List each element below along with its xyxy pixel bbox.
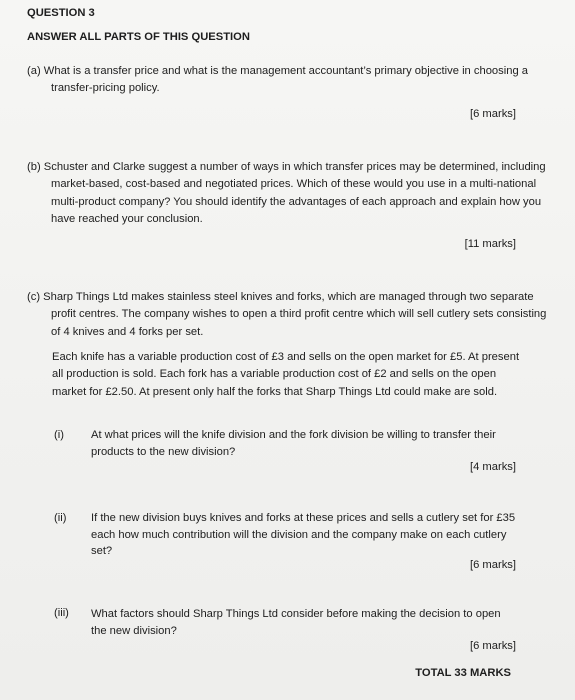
sub-iii-marks: [6 marks] (469, 640, 516, 652)
sub-iii-numeral: (iii) (54, 607, 69, 619)
part-a-marks: [6 marks] (469, 108, 516, 120)
part-b-marks: [11 marks] (464, 238, 516, 250)
sub-ii-numeral: (ii) (54, 512, 67, 524)
part-c-intro: (c) Sharp Things Ltd makes stainless steel knives and forks, which are managed through two separate profit centres. The company wishes to open a third profit centre which will sell cutlery sets consisting of 4 knives and 4 forks per set. (27, 291, 547, 338)
sub-i-numeral: (i) (54, 429, 64, 441)
part-c-details: Each knife has a variable production cost of £3 and sells on the open market for £5. At present all production is sold. Each fork has a variable production cost of £2 and sells on the open market for £2.50. At present only half the forks that Sharp Things Ltd could make are sold. (52, 351, 520, 398)
sub-iii-text: What factors should Sharp Things Ltd consider before making the decision to open the new division? (91, 608, 501, 637)
part-a-text: (a) What is a transfer price and what is the management accountant’s primary objective in choosing a transfer-pricing policy. (27, 65, 528, 95)
sub-ii-text: If the new division buys knives and forks at these prices and sells a cutlery set for £35 each how much contribution will the division and the company make on each cutlery set? (91, 512, 516, 557)
sub-i-text: At what prices will the knife division and the fork division be willing to transfer their products to the new division? (91, 429, 496, 458)
sub-ii-marks: [6 marks] (469, 559, 516, 571)
sub-i-marks: [4 marks] (469, 461, 516, 473)
question-title: QUESTION 3 (27, 7, 95, 19)
part-b-text: (b) Schuster and Clarke suggest a number of ways in which transfer prices may be determined, including market-based, cost-based and negotiated prices. Which of these would you use in a multi-national multi-product company? You should identify the advantages of each approach and explain how you have reached your conclusion. (27, 161, 546, 225)
total-marks: TOTAL 33 MARKS (415, 667, 511, 679)
instruction-heading: ANSWER ALL PARTS OF THIS QUESTION (27, 31, 250, 43)
